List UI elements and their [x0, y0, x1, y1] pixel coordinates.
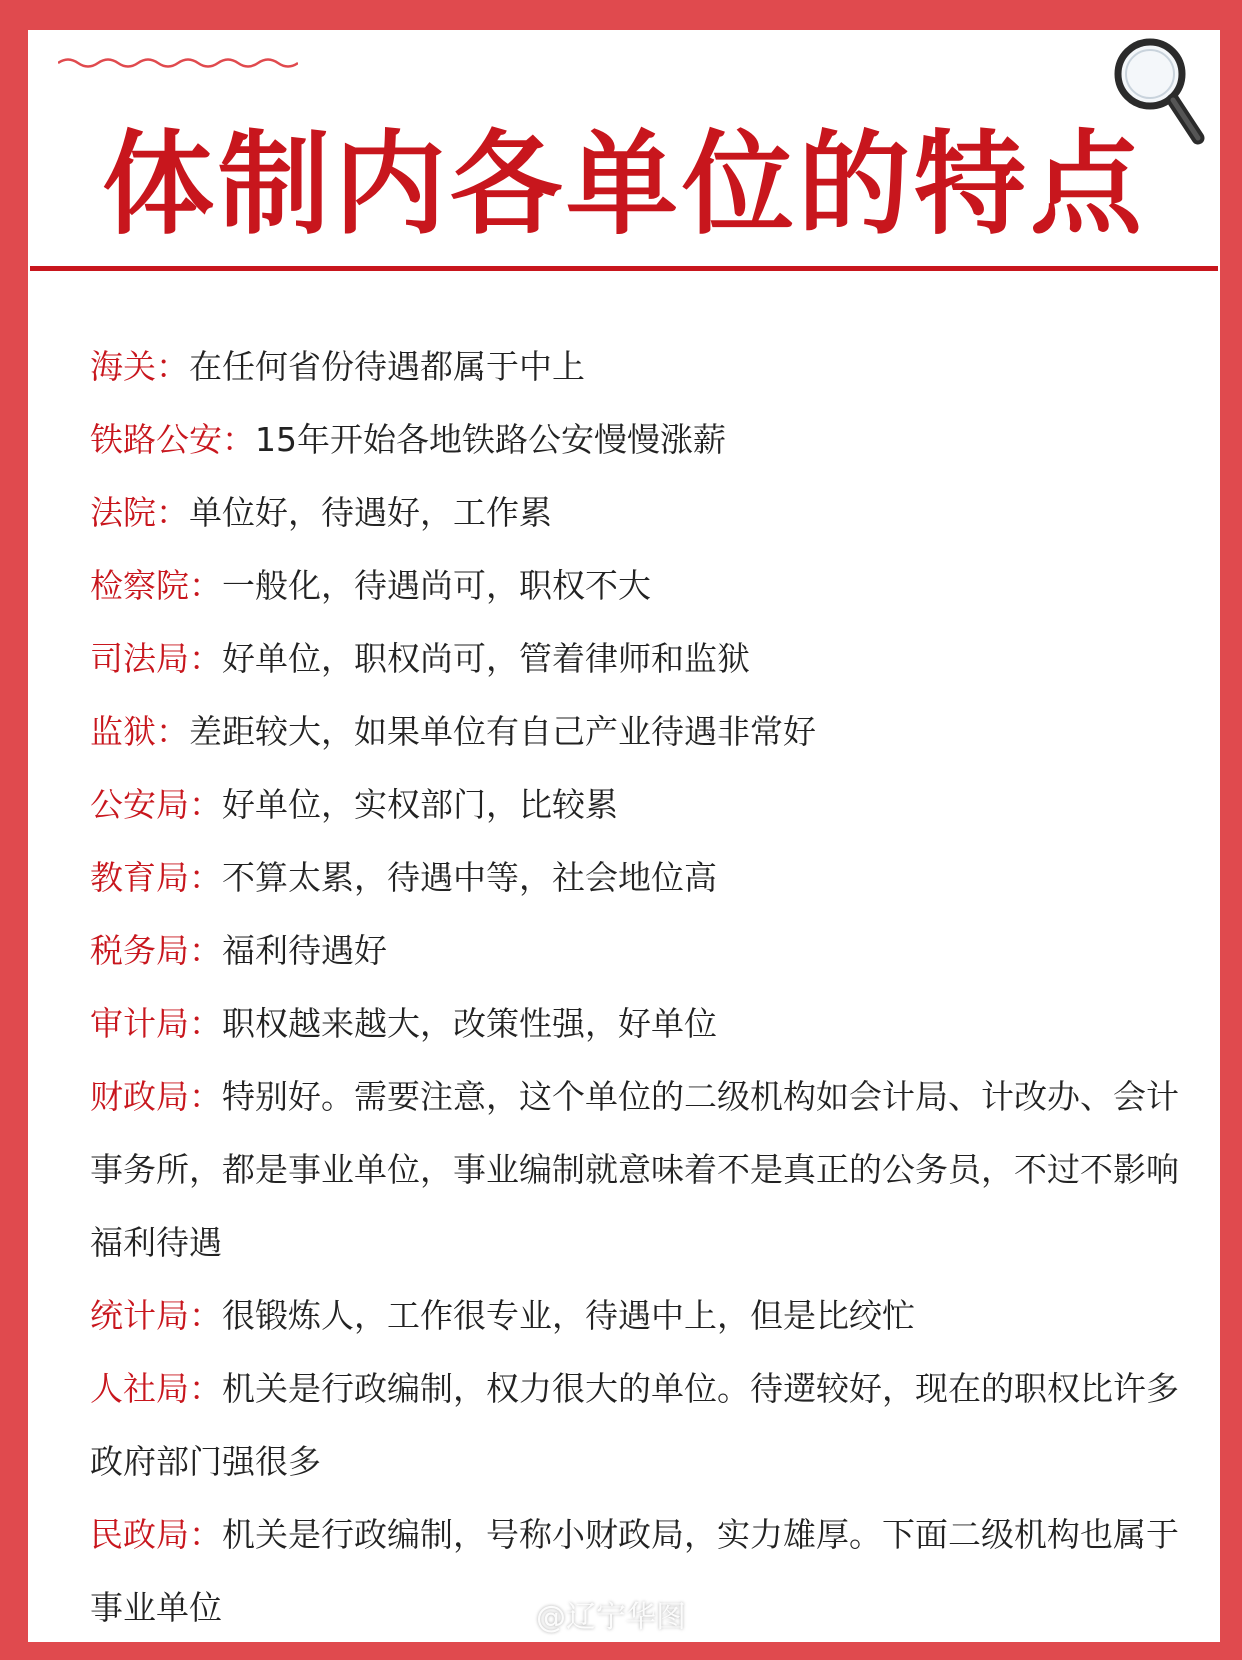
- unit-description: 机关是行政编制，权力很大的单位。待遻较好，现在的职权比许多政府部门强很多: [90, 1369, 1179, 1481]
- list-item: [90, 1279, 1200, 1352]
- unit-name: 法院：: [90, 493, 189, 532]
- list-item: [90, 914, 1200, 987]
- list-item: [90, 622, 1200, 695]
- weibo-logo-icon: [486, 1597, 528, 1631]
- unit-description: 一般化，待遇尚可，职权不大: [222, 566, 651, 605]
- list-item: [90, 403, 1200, 476]
- unit-description: 职权越来越大，改策性强，好单位: [222, 1004, 717, 1043]
- unit-name: 铁路公安：: [90, 420, 255, 459]
- unit-description: 好单位，实权部门，比较累: [222, 785, 618, 824]
- unit-description: 机关是行政编制，号称小财政局，实力雄厚。下面二级机构也属于事业单位: [90, 1515, 1179, 1627]
- unit-description: 特别好。需要注意，这个单位的二级机构如会计局、计改办、会计事务所，都是事业单位，事业编制就意味着不是真正的公务员，不过不影响福利待遇: [90, 1077, 1179, 1262]
- title-divider: [30, 266, 1218, 271]
- unit-name: 审计局：: [90, 1004, 222, 1043]
- unit-name: 教育局：: [90, 858, 222, 897]
- watermark-text: @辽宁华图: [536, 1600, 686, 1635]
- unit-description: 不算太累，待遇中等，社会地位高: [222, 858, 717, 897]
- list-item: [90, 987, 1200, 1060]
- list-item: [90, 841, 1200, 914]
- unit-name: 监狱：: [90, 712, 189, 751]
- list-item: [90, 549, 1200, 622]
- poster-card: [28, 30, 1220, 1642]
- unit-description: 福利待遇好: [222, 931, 387, 970]
- list-item: [90, 695, 1200, 768]
- unit-description: 很锻炼人，工作很专业，待遇中上，但是比绞忙: [222, 1296, 915, 1335]
- unit-description: 在任何省份待遇都属于中上: [189, 347, 585, 386]
- unit-name: 司法局：: [90, 639, 222, 678]
- watermark: [486, 1592, 686, 1636]
- unit-description: 15年开始各地铁路公安慢慢涨薪: [255, 420, 726, 459]
- page-title: 体制内各单位的特点: [102, 120, 1146, 250]
- unit-name: 检察院：: [90, 566, 222, 605]
- unit-name: 海关：: [90, 347, 189, 386]
- list-item: [90, 768, 1200, 841]
- list-item: [90, 476, 1200, 549]
- list-item: [90, 1060, 1200, 1279]
- wavy-line-icon: [58, 56, 298, 70]
- unit-list: [90, 330, 1200, 1642]
- list-item: [90, 1352, 1200, 1498]
- unit-name: 财政局：: [90, 1077, 222, 1116]
- unit-name: 人社局：: [90, 1369, 222, 1408]
- unit-description: 好单位，职权尚可，管着律师和监狱: [222, 639, 750, 678]
- unit-description: 差距较大，如果单位有自己产业待遇非常好: [189, 712, 816, 751]
- unit-description: 单位好，待遇好，工作累: [189, 493, 552, 532]
- list-item: [90, 330, 1200, 403]
- unit-name: 税务局：: [90, 931, 222, 970]
- unit-name: 民政局：: [90, 1515, 222, 1554]
- unit-name: 公安局：: [90, 785, 222, 824]
- unit-name: 统计局：: [90, 1296, 222, 1335]
